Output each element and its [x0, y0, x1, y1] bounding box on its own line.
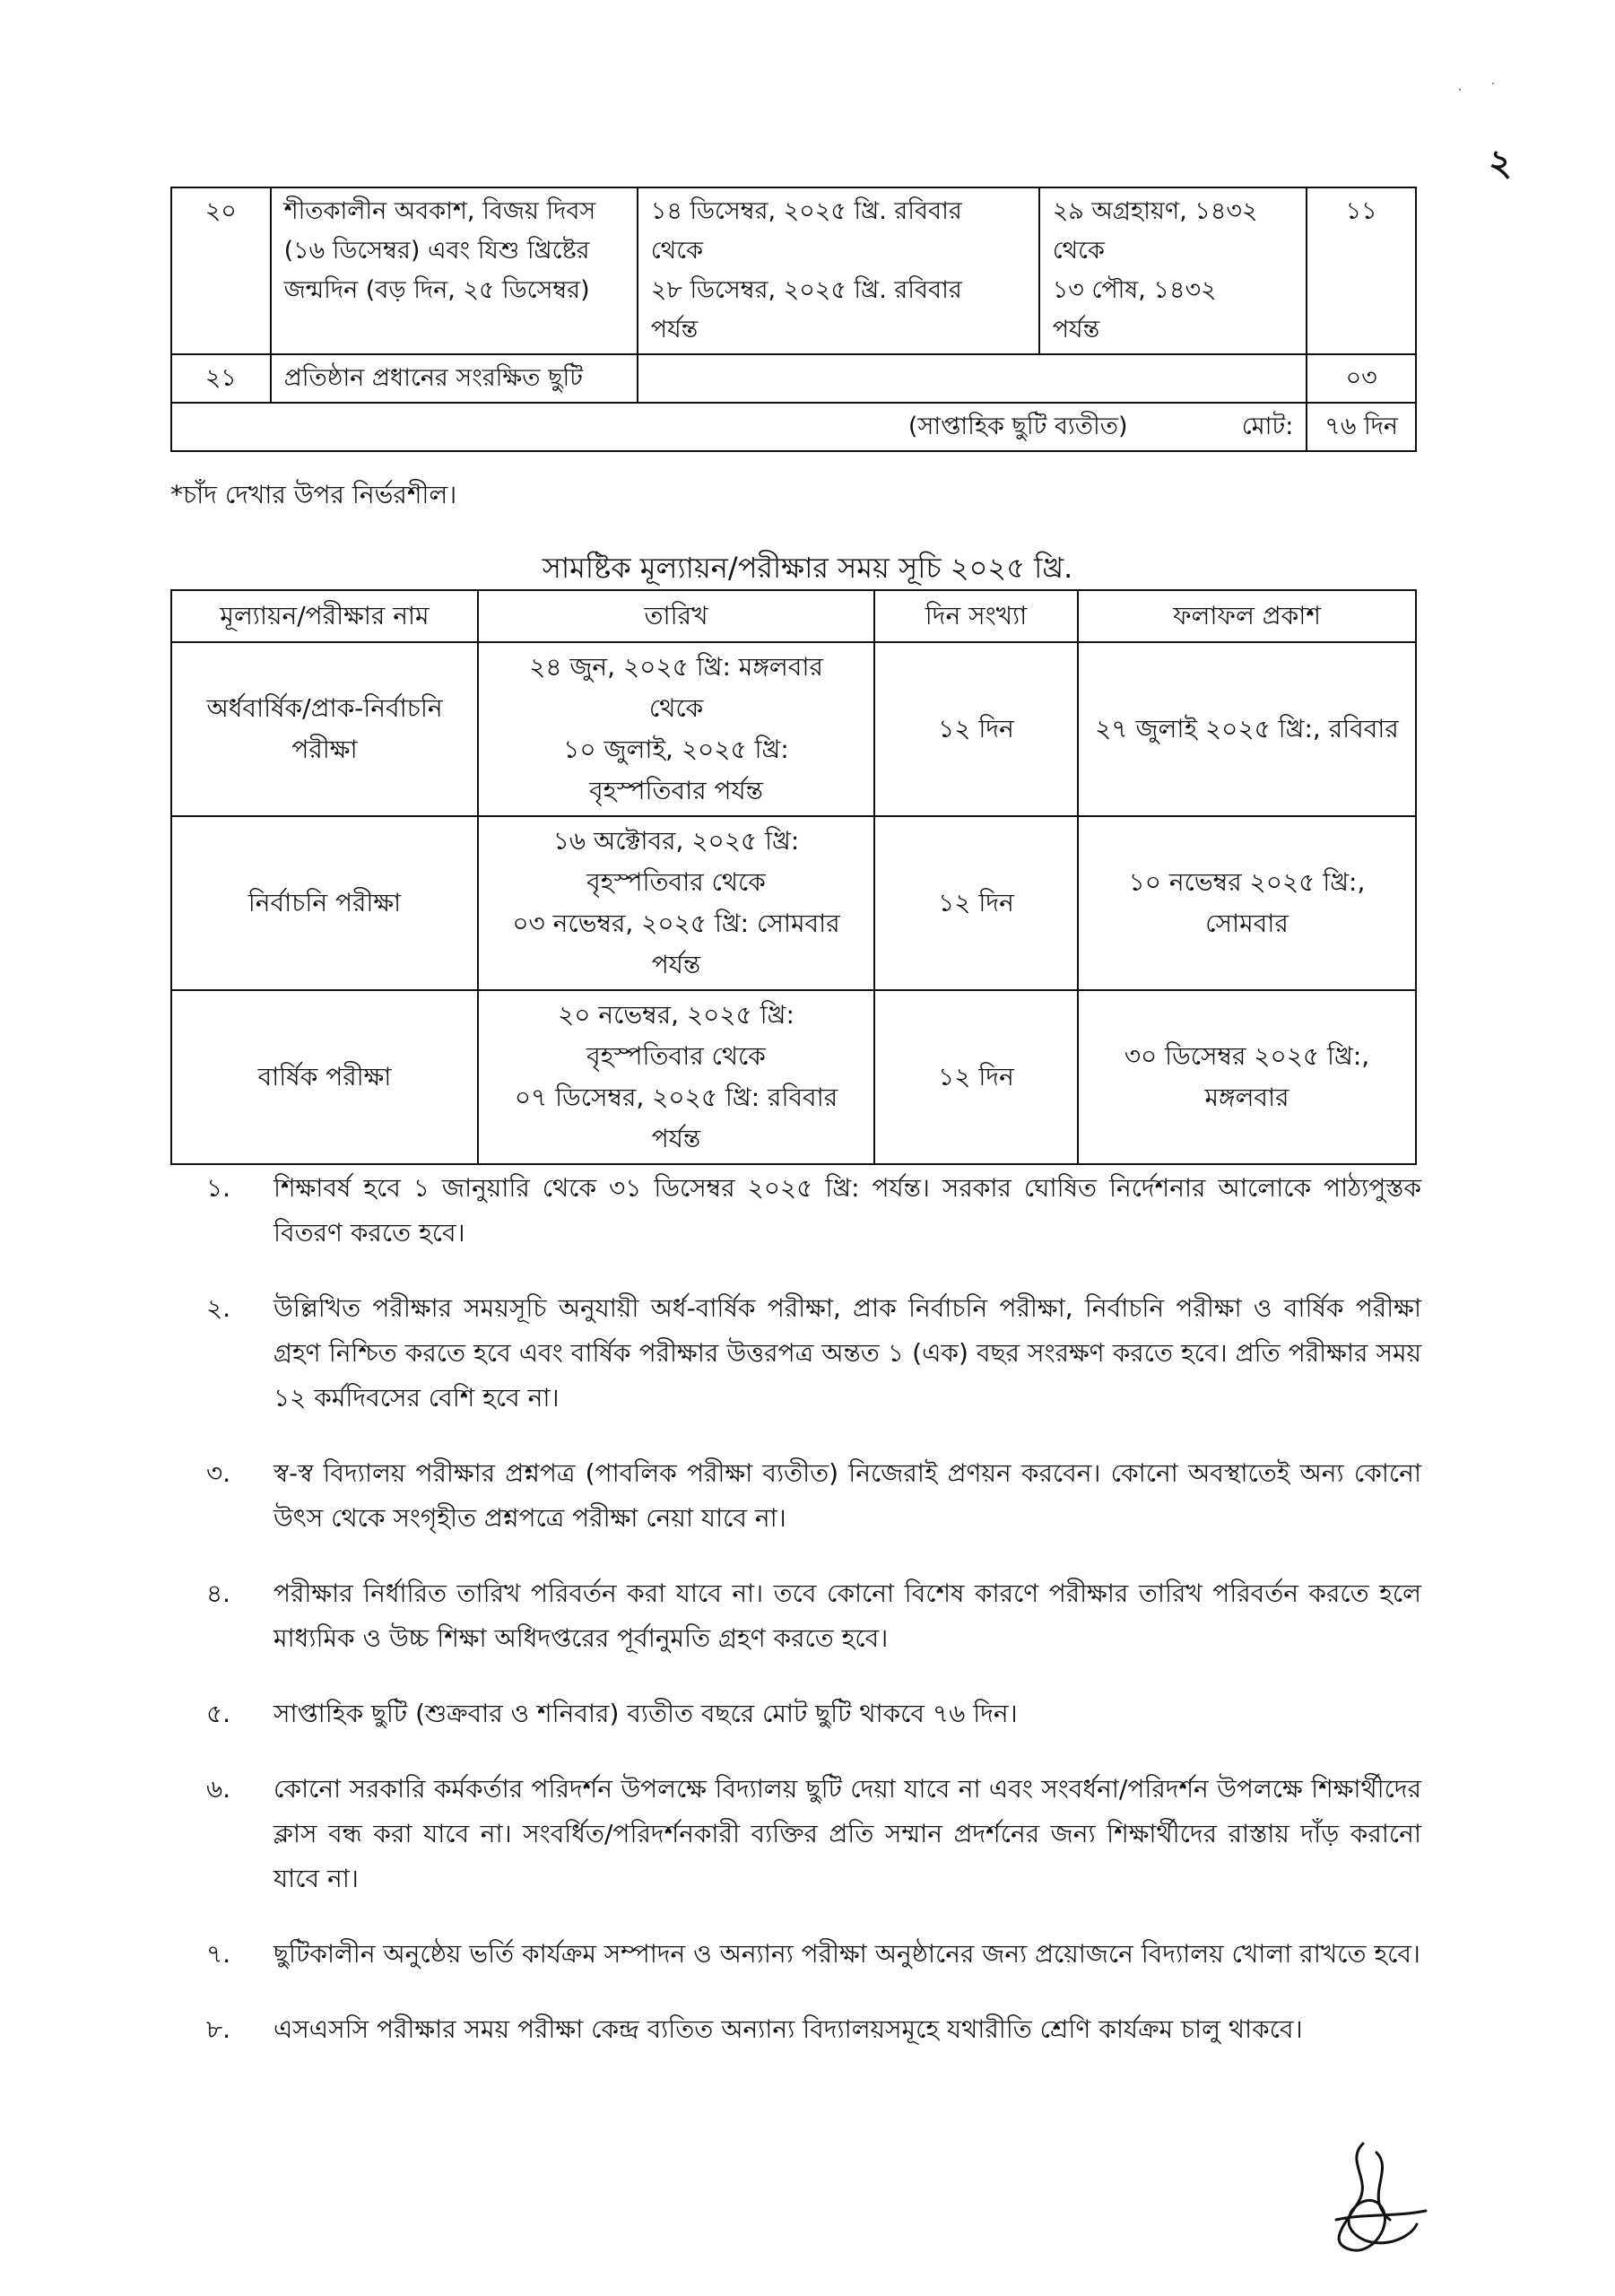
- exam-days-cell: ১২ দিন: [874, 816, 1078, 990]
- total-label-cell: [171, 403, 1307, 451]
- result-line: ৩০ ডিসেম্বর ২০২৫ খ্রি:,: [1124, 1041, 1370, 1071]
- rule-item: [206, 1571, 1421, 1661]
- date-line: বৃহস্পতিবার থেকে: [586, 1041, 766, 1071]
- rule-number: ২.: [206, 1293, 231, 1323]
- rule-item: [206, 1692, 1421, 1736]
- table-row: [171, 642, 1416, 816]
- rule-item: [206, 1166, 1421, 1256]
- exam-schedule-title: সামষ্টিক মূল্যায়ন/পরীক্ষার সময় সূচি ২০২৫ খ্রি.: [542, 551, 1073, 585]
- date-line: ১০ জুলাই, ২০২৫ খ্রি:: [563, 735, 789, 764]
- rule-text: সাপ্তাহিক ছুটি (শুক্রবার ও শনিবার) ব্যতীত বছরে মোট ছুটি থাকবে ৭৬ দিন।: [274, 1699, 1018, 1728]
- footnote: *চাঁদ দেখার উপর নির্ভরশীল।: [170, 480, 457, 509]
- date-line: ০৭ ডিসেম্বর, ২০২৫ খ্রি: রবিবার: [514, 1083, 838, 1112]
- total-label: মোট:: [1241, 413, 1294, 440]
- result-line: মঙ্গলবার: [1204, 1083, 1289, 1112]
- date-line: ১৬ অক্টোবর, ২০২৫ খ্রি:: [552, 826, 800, 856]
- table-row: [171, 816, 1416, 990]
- rule-number: ৩.: [206, 1458, 231, 1488]
- rule-number: ৭.: [206, 1939, 231, 1969]
- days-cell: ১১: [1307, 187, 1416, 354]
- exam-name-cell: [171, 990, 478, 1164]
- exam-result-cell: [1078, 990, 1416, 1164]
- header-row: [171, 590, 1416, 642]
- rule-item: [206, 1451, 1421, 1541]
- signature: [1309, 2135, 1444, 2260]
- table-row: [171, 354, 1416, 403]
- rule-text: ছুটিকালীন অনুষ্ঠেয় ভর্তি কার্যক্রম সম্পাদন ও অন্যান্য পরীক্ষা অনুষ্ঠানের জন্য প্রয়োজনে বিদ্যালয় খোলা রাখতে হবে।: [274, 1939, 1420, 1969]
- date-line: ২৯ অগ্রহায়ণ, ১৪৩২: [1052, 197, 1258, 225]
- page-number: ২: [1489, 143, 1513, 184]
- serial-cell: ২১: [171, 354, 271, 403]
- date-line: পর্যন্ত: [651, 1124, 701, 1153]
- scan-specks: · ˙: [1457, 81, 1508, 100]
- date-line: থেকে: [648, 693, 704, 723]
- date-line: ০৩ নভেম্বর, ২০২৫ খ্রি: সোমবার: [512, 909, 840, 938]
- empty-date-cell: [638, 354, 1307, 403]
- total-row: [171, 403, 1416, 451]
- rule-item: [206, 1932, 1421, 1977]
- exam-days-cell: ১২ দিন: [874, 642, 1078, 816]
- table-row: [171, 187, 1416, 354]
- exam-name-line: অর্ধবার্ষিক/প্রাক-নির্বাচনি: [206, 693, 443, 723]
- exam-name-cell: [171, 816, 478, 990]
- rule-number: ৪.: [206, 1578, 231, 1608]
- rule-number: ১.: [206, 1173, 231, 1203]
- rule-text: শিক্ষাবর্ষ হবে ১ জানুয়ারি থেকে ৩১ ডিসেম্বর ২০২৫ খ্রি: পর্যন্ত। সরকার ঘোষিত নির্দেশনার আলোকে পাঠ্যপুস্তক বিতরণ করতে হবে।: [274, 1173, 1421, 1248]
- rule-item: [206, 1767, 1421, 1901]
- holiday-name-cell: শীতকালীন অবকাশ, বিজয় দিবস (১৬ ডিসেম্বর) এবং যিশু খ্রিষ্টের জন্মদিন (বড় দিন, ২৫ ডিসেম্বর): [271, 187, 638, 354]
- header-result: ফলাফল প্রকাশ: [1078, 590, 1416, 642]
- header-date: তারিখ: [478, 590, 874, 642]
- date-line: বৃহস্পতিবার থেকে: [586, 867, 766, 897]
- holiday-name-cell: প্রতিষ্ঠান প্রধানের সংরক্ষিত ছুটি: [271, 354, 638, 403]
- serial-cell: ২০: [171, 187, 271, 354]
- holiday-table: [170, 187, 1417, 452]
- date-line: ২৪ জুন, ২০২৫ খ্রি: মঙ্গলবার: [529, 652, 823, 682]
- total-value: ৭৬ দিন: [1307, 403, 1416, 451]
- exam-name-line: পরীক্ষা: [291, 735, 358, 764]
- rule-text: উল্লিখিত পরীক্ষার সময়সূচি অনুযায়ী অর্ধ-বার্ষিক পরীক্ষা, প্রাক নির্বাচনি পরীক্ষা, নির্বাচনি পরীক্ষা ও বার্ষিক পরীক্ষা গ্রহণ নিশ্চিত করতে হবে এবং বার্ষিক পরীক্ষার উত্তরপত্র অন্তত ১ (এক) বছর সংরক্ষণ করতে হবে। প্রতি পরীক্ষার সময় ১২ কর্মদিবসের বেশি হবে না।: [274, 1293, 1421, 1413]
- date-line: পর্যন্ত: [650, 316, 699, 344]
- bangla-date-cell: [1039, 187, 1307, 354]
- exam-date-cell: [478, 642, 874, 816]
- rules-list: [206, 1166, 1421, 2083]
- exam-result-cell: [1078, 642, 1416, 816]
- rule-number: ৬.: [206, 1774, 231, 1804]
- date-line: থেকে: [650, 237, 703, 265]
- date-line: পর্যন্ত: [651, 950, 701, 979]
- total-note: (সাপ্তাহিক ছুটি ব্যতীত): [907, 413, 1128, 440]
- result-line: ১০ নভেম্বর ২০২৫ খ্রি:, সোমবার: [1128, 867, 1366, 938]
- header-exam-name: মূল্যায়ন/পরীক্ষার নাম: [171, 590, 478, 642]
- rule-number: ৮.: [206, 2014, 231, 2044]
- date-line: ২০ নভেম্বর, ২০২৫ খ্রি:: [558, 1000, 794, 1030]
- exam-schedule-table: [170, 589, 1417, 1165]
- rule-number: ৫.: [206, 1699, 231, 1728]
- exam-date-cell: [478, 816, 874, 990]
- rule-text: স্ব-স্ব বিদ্যালয় পরীক্ষার প্রশ্নপত্র (পাবলিক পরীক্ষা ব্যতীত) নিজেরাই প্রণয়ন করবেন। কোনো অবস্থাতেই অন্য কোনো উৎস থেকে সংগৃহীত প্রশ্নপত্রে পরীক্ষা নেয়া যাবে না।: [274, 1458, 1421, 1533]
- header-days: দিন সংখ্যা: [874, 590, 1078, 642]
- date-line: বৃহস্পতিবার পর্যন্ত: [589, 776, 763, 805]
- date-line: পর্যন্ত: [1052, 316, 1100, 344]
- rule-text: কোনো সরকারি কর্মকর্তার পরিদর্শন উপলক্ষে বিদ্যালয় ছুটি দেয়া যাবে না এবং সংবর্ধনা/পরিদর্শন উপলক্ষে শিক্ষার্থীদের ক্লাস বন্ধ করা যাবে না। সংবর্ধিত/পরিদর্শনকারী ব্যক্তির প্রতি সম্মান প্রদর্শনের জন্য শিক্ষার্থীদের রাস্তায় দাঁড় করানো যাবে না।: [274, 1774, 1421, 1893]
- exam-result-cell: [1078, 816, 1416, 990]
- date-line: ১৩ পৌষ, ১৪৩২: [1052, 276, 1217, 304]
- exam-name-cell: [171, 642, 478, 816]
- days-cell: ০৩: [1307, 354, 1416, 403]
- rule-item: [206, 2007, 1421, 2052]
- rule-text: এসএসসি পরীক্ষার সময় পরীক্ষা কেন্দ্র ব্যতিত অন্যান্য বিদ্যালয়সমূহে যথারীতি শ্রেণি কার্যক্রম চালু থাকবে।: [274, 2014, 1303, 2044]
- table-row: [171, 990, 1416, 1164]
- exam-name-line: বার্ষিক পরীক্ষা: [257, 1062, 392, 1091]
- english-date-cell: [638, 187, 1039, 354]
- date-line: থেকে: [1052, 237, 1105, 265]
- rule-item: [206, 1286, 1421, 1421]
- exam-name-line: নির্বাচনি পরীক্ষা: [247, 888, 402, 918]
- rule-text: পরীক্ষার নির্ধারিত তারিখ পরিবর্তন করা যাবে না। তবে কোনো বিশেষ কারণে পরীক্ষার তারিখ পরিবর্তন করতে হলে মাধ্যমিক ও উচ্চ শিক্ষা অধিদপ্তরের পূর্বানুমতি গ্রহণ করতে হবে।: [274, 1578, 1421, 1653]
- date-line: ১৪ ডিসেম্বর, ২০২৫ খ্রি. রবিবার: [650, 197, 962, 225]
- result-line: ২৭ জুলাই ২০২৫ খ্রি:, রবিবার: [1095, 714, 1399, 744]
- date-line: ২৮ ডিসেম্বর, ২০২৫ খ্রি. রবিবার: [650, 276, 962, 304]
- exam-date-cell: [478, 990, 874, 1164]
- exam-days-cell: ১২ দিন: [874, 990, 1078, 1164]
